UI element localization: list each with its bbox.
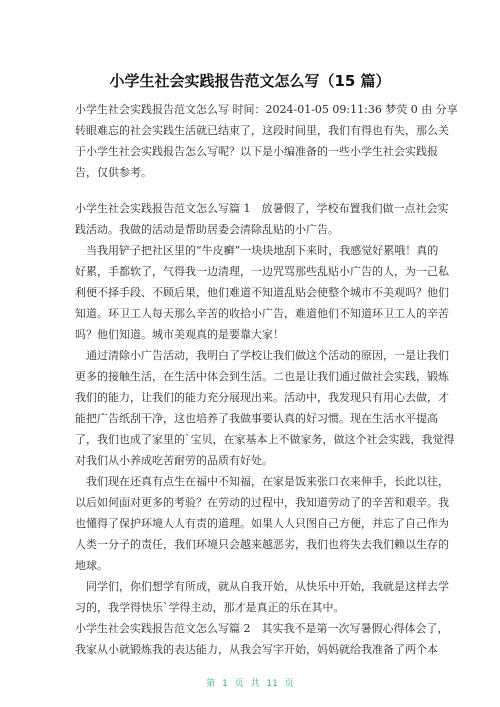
body-line: 小学生社会实践报告范文怎么写篇 1 放暑假了，学校布置我们做一点社会实 [75, 202, 449, 215]
body-line: 践活动。我做的活动是帮助居委会清除乱贴的小广告。 [75, 223, 339, 236]
body-line: 知道。环卫工人每天那么辛苦的收拾小广告，难道他们不知道环卫工人的辛苦 [75, 307, 449, 320]
body-line: 更多的接触生活，在生活中体会到生活。二也是让我们通过做社会实践，锻炼 [75, 370, 449, 383]
body-line: 小学生社会实践报告范文怎么写篇 2 其实我不是第一次写暑假心得体会了， [75, 622, 449, 635]
document-title: 小学生社会实践报告范文怎么写（15 篇） [109, 72, 391, 90]
body-line: 利便不择手段、不顾后果，他们难道不知道乱贴会使整个城市不美观吗？他们 [75, 286, 449, 299]
body-line: 小学生社会实践报告范文怎么写 时间：2024-01-05 09:11:36 梦荧 0 由 分享 [75, 103, 458, 116]
body-line: 了，我们也成了家里的`宝贝，在家基本上不做家务，做这个社会实践，我觉得 [75, 433, 455, 446]
body-line: 对我们从小养成吃苦耐劳的品质有好处。 [75, 454, 273, 467]
body-line: 好累，手都软了，气得我一边清理，一边咒骂那些乱贴小广告的人，为一己私 [75, 265, 449, 278]
body-line: 人类一分子的责任，我们环境只会越来越恶劣，我们也将失去我们赖以生存的 [75, 538, 449, 551]
body-line: 以后如何面对更多的考验？在劳动的过程中，我知道劳动了的辛苦和艰辛。我 [75, 496, 449, 509]
body-line: 通过清除小广告活动，我明白了学校让我们做这个活动的原因，一是让我们 [75, 349, 449, 362]
page-number-footer: 第 1 页 共 11 页 [206, 679, 294, 689]
body-line: 同学们，你们想学有所成，就从自我开始，从快乐中开始，我就是这样去学 [75, 580, 449, 593]
body-line: 告，仅供参考。 [75, 166, 152, 179]
body-line: 转眼难忘的社会实践生活就已结束了，这段时间里，我们有得也有失，那么关 [75, 124, 449, 137]
body-line: 吗？他们知道。城市美观真的是要靠大家！ [75, 328, 284, 341]
body-line: 当我用铲子把社区里的“牛皮癣”一块块地刮下来时，我感觉好累哦！真的 [75, 244, 439, 257]
body-line: 习的，我学得快乐`学得主动，那才是真正的乐在其中。 [75, 601, 345, 614]
body-line: 地球。 [75, 559, 108, 572]
body-line: 我家从小就锻炼我的表达能力，从我会写字开始，妈妈就给我准备了两个本 [75, 643, 438, 656]
body-line: 我们的能力，让我们的能力充分展现出来。活动中，我发现只有用心去做，才 [75, 391, 449, 404]
body-line: 于小学生社会实践报告怎么写呢？以下是小编准备的一些小学生社会实践报 [75, 145, 438, 158]
body-line: 能把广告纸刮干净，这也培养了我做事要认真的好习惯。现在生活水平提高 [75, 412, 438, 425]
body-line: 我们现在还真有点生在福中不知福，在家是饭来张口衣来伸手，长此以往， [75, 475, 449, 488]
body-line: 也懂得了保护环境人人有责的道理。如果人人只图自己方便，并忘了自己作为 [75, 517, 449, 530]
